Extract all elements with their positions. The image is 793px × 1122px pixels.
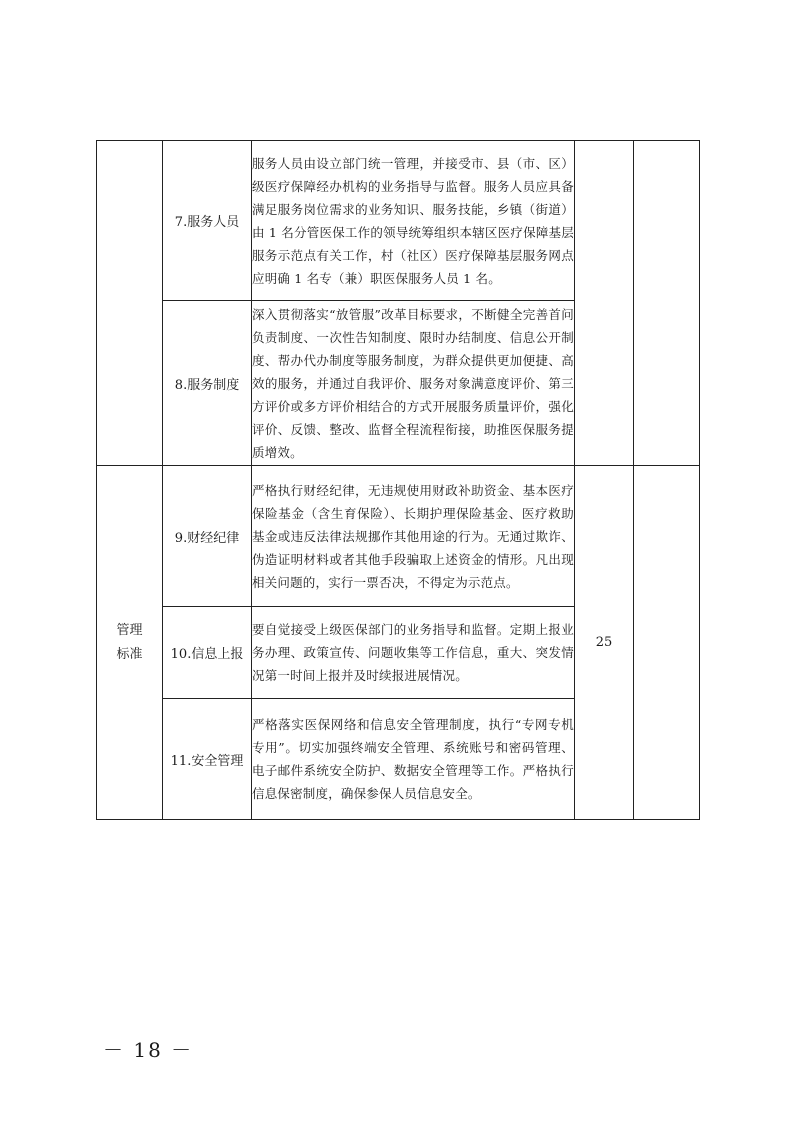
category-cell-continued	[97, 141, 163, 466]
score-cell: 25	[575, 466, 634, 820]
table-row	[97, 141, 700, 301]
item-name: 10.信息上报	[163, 607, 252, 699]
standards-table	[96, 140, 700, 820]
item-description: 严格执行财经纪律，无违规使用财政补助资金、基本医疗保险基金（含生育保险）、长期护理保险基金、医疗救助基金或违反法律法规挪作其他用途的行为。无通过欺诈、伪造证明材料或者其他手段骗取上述资金的情形。凡出现相关问题的，实行一票否决，不得定为示范点。	[252, 466, 575, 607]
item-name: 9.财经纪律	[163, 466, 252, 607]
category-cell: 管理 标准	[97, 466, 163, 820]
item-description: 服务人员由设立部门统一管理，并接受市、县（市、区）级医疗保障经办机构的业务指导与监督。服务人员应具备满足服务岗位需求的业务知识、服务技能，乡镇（街道）由 1 名分管医保工作的领导统筹组织本辖区医疗保障基层服务示范点有关工作，村（社区）医疗保障基层服务网点应明确 1 名专（兼）职医保服务人员 1 名。	[252, 141, 575, 301]
item-description: 严格落实医保网络和信息安全管理制度，执行“专网专机专用”。切实加强终端安全管理、系统账号和密码管理、电子邮件系统安全防护、数据安全管理等工作。严格执行信息保密制度，确保参保人员信息安全。	[252, 699, 575, 820]
score-cell-continued	[575, 141, 634, 466]
remarks-cell	[634, 466, 700, 820]
page-number: － 18 －	[103, 1038, 194, 1062]
item-description: 要自觉接受上级医保部门的业务指导和监督。定期上报业务办理、政策宣传、问题收集等工作信息，重大、突发情况第一时间上报并及时续报进展情况。	[252, 607, 575, 699]
item-description: 深入贯彻落实“放管服”改革目标要求，不断健全完善首问负责制度、一次性告知制度、限时办结制度、信息公开制度、帮办代办制度等服务制度，为群众提供更加便捷、高效的服务，并通过自我评价、服务对象满意度评价、第三方评价或多方评价相结合的方式开展服务质量评价，强化评价、反馈、整改、监督全程流程衔接，助推医保服务提质增效。	[252, 301, 575, 466]
item-name: 11.安全管理	[163, 699, 252, 820]
table-row	[97, 466, 700, 607]
remarks-cell	[634, 141, 700, 466]
item-name: 7.服务人员	[163, 141, 252, 301]
item-name: 8.服务制度	[163, 301, 252, 466]
